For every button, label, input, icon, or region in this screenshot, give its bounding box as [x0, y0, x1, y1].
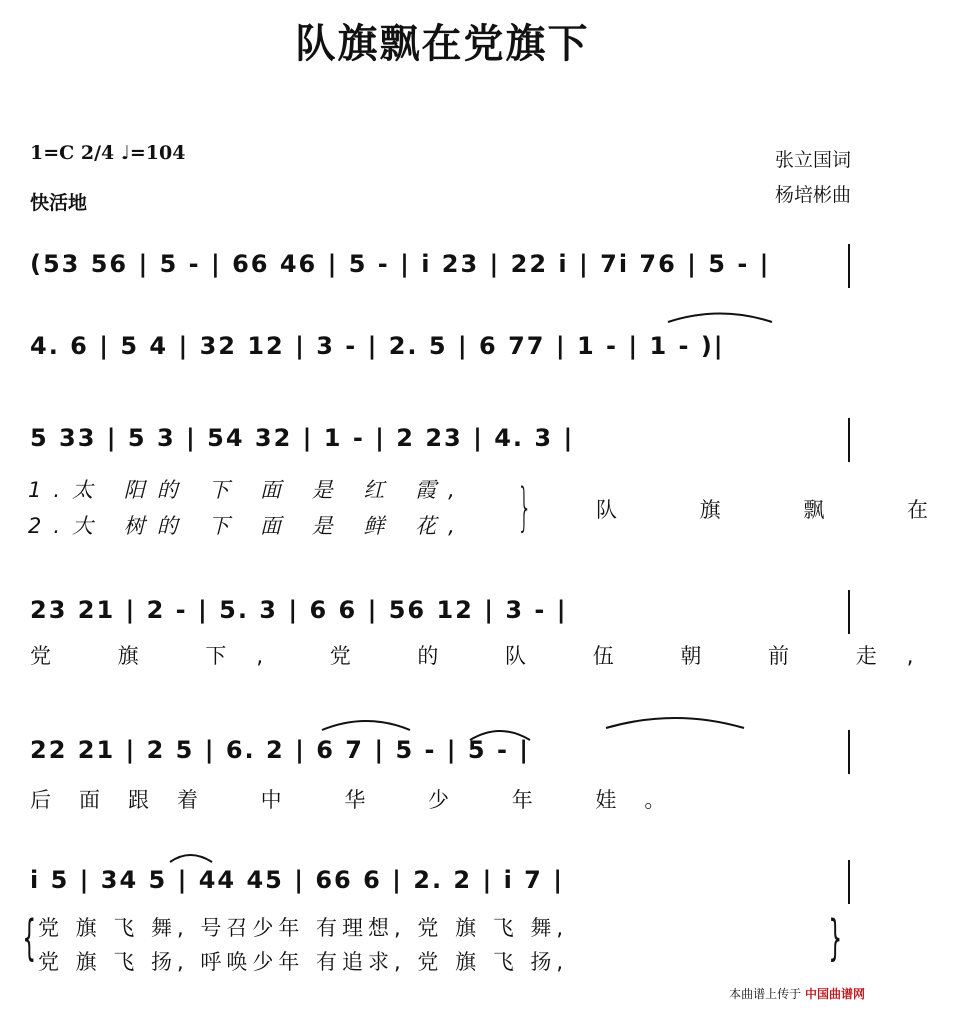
notation-line: i 5 | 34 5 | 44 45 | 66 6 | 2. 2 | i 7 | [30, 866, 564, 894]
lyric-verse-1: 党 旗 飞 舞, 号召少年 有理想, 党 旗 飞 舞, [38, 916, 569, 940]
notation-line: (53 56 | 5 - | 66 46 | 5 - | i 23 | 22 i | 7i 76 | 5 - | [30, 250, 771, 278]
lyric-line-5: 后面跟着 中 华 少 年 娃。 [30, 788, 694, 812]
lyric-shared: 队 旗 飘 在 [596, 498, 966, 522]
verse-brace: { [22, 910, 37, 966]
notation-line: 23 21 | 2 - | 5. 3 | 6 6 | 56 12 | 3 - | [30, 596, 568, 624]
score-line-2 [0, 326, 885, 396]
barline [848, 590, 850, 634]
notation-line: 4. 6 | 5 4 | 32 12 | 3 - | 2. 5 | 6 77 | 1 - | 1 - )| [30, 332, 725, 360]
footer-credit[interactable] [729, 985, 865, 1002]
key-signature: 1=C 2/4 ♩=104 [30, 142, 186, 164]
composer-credit: 杨培彬曲 [774, 184, 851, 206]
verse-brace: } [517, 478, 532, 538]
barline [848, 244, 850, 288]
slur [606, 718, 744, 728]
lyric-line-4: 党 旗 下, 党 的 队 伍 朝 前 走, [30, 644, 944, 668]
notation-line: 22 21 | 2 5 | 6. 2 | 6 7 | 5 - | 5 - | [30, 736, 531, 764]
slur [322, 721, 410, 730]
footer-text: 本曲谱上传于 [729, 987, 802, 1001]
notation-line: 5 33 | 5 3 | 54 32 | 1 - | 2 23 | 4. 3 | [30, 424, 575, 452]
verse-brace: } [828, 910, 843, 966]
barline [848, 860, 850, 904]
tempo-marking: 快活地 [30, 192, 88, 214]
site-logo[interactable]: 中国曲谱网 [804, 987, 865, 1001]
slur [668, 314, 772, 323]
score-line-1 [0, 244, 885, 314]
song-title: 队旗飘在党旗下 [295, 20, 590, 67]
lyricist-credit: 张立国词 [774, 149, 851, 171]
barline [848, 730, 850, 774]
lyric-verse-2: 2.大 树的 下 面 是 鲜 花, [28, 514, 467, 538]
lyric-verse-1: 1.太 阳的 下 面 是 红 霞, [28, 478, 467, 502]
barline [848, 418, 850, 462]
lyric-verse-2: 党 旗 飞 扬, 呼唤少年 有追求, 党 旗 飞 扬, [38, 950, 569, 974]
